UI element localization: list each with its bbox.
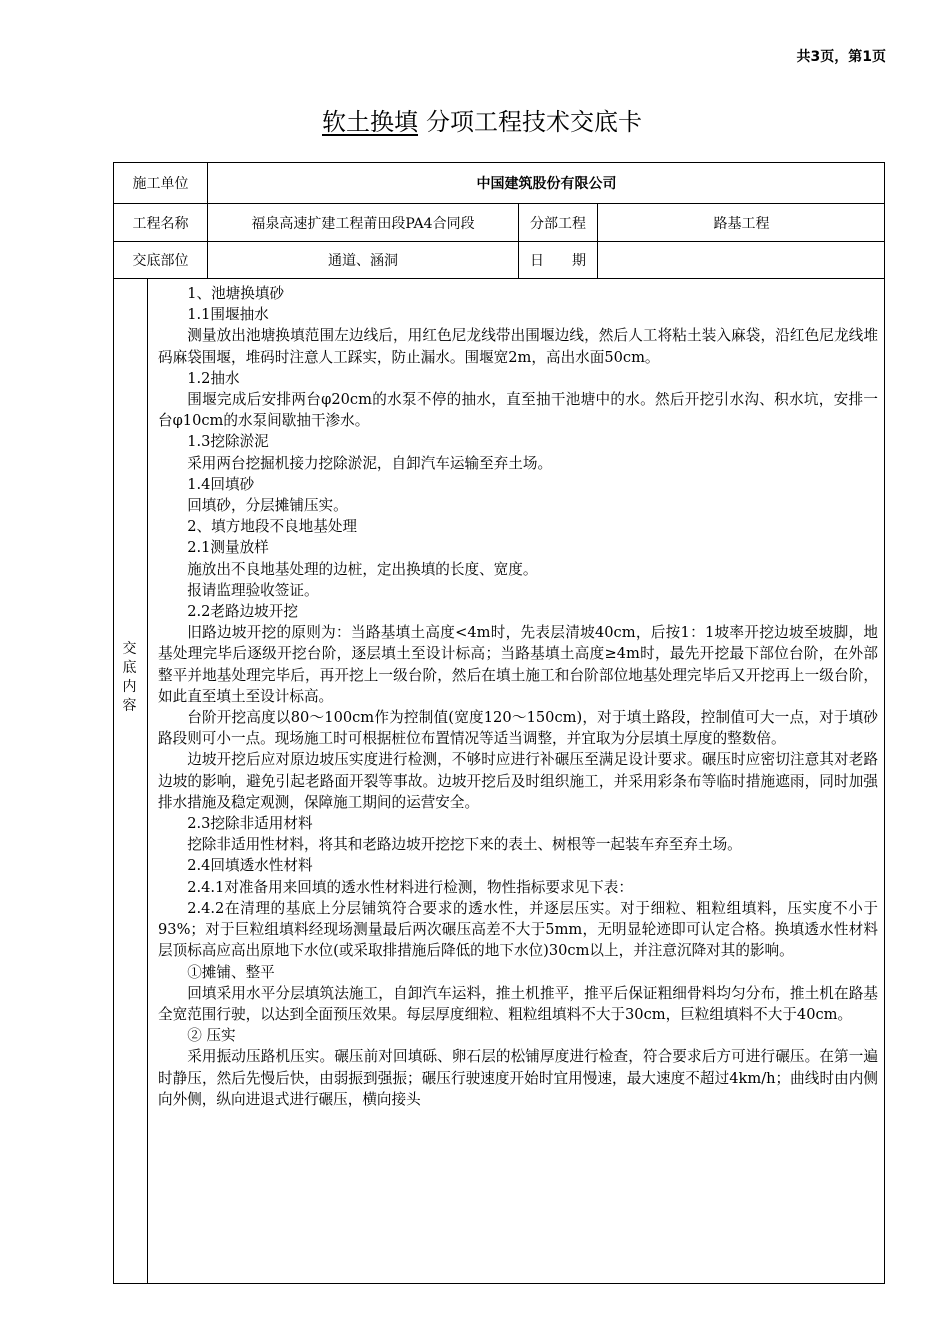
document-title [0, 102, 950, 137]
paragraph: 测量放出池塘换填范围左边线后，用红色尼龙线带出围堰边线，然后人工将粘土装入麻袋，沿红色尼龙线堆码麻袋围堰，堆码时注意人工踩实，防止漏水。围堰宽2m，高出水面50cm。 [158, 327, 878, 366]
subsection-heading: 1.4回填砂 [187, 475, 255, 493]
subsection-heading: 1.2抽水 [187, 369, 240, 387]
construction-unit-value: 中国建筑股份有限公司 [207, 163, 885, 203]
paragraph: 2.4.1对准备用来回填的透水性材料进行检测，物性指标要求见下表： [187, 878, 633, 896]
subsection-heading: 1.3挖除淤泥 [187, 433, 269, 451]
disclosure-location-value: 通道、涵洞 [207, 241, 518, 278]
paragraph: 挖除非适用性材料，将其和老路边坡开挖挖下来的表土、树根等一起装车弃至弃土场。 [187, 836, 742, 854]
project-name-value: 福泉高速扩建工程莆田段PA4合同段 [207, 203, 518, 241]
subsection-heading: 2.2老路边坡开挖 [187, 603, 298, 621]
paragraph: 报请监理验收签证。 [187, 581, 319, 599]
paragraph: 旧路边坡开挖的原则为：当路基填土高度<4m时，先表层清坡40cm，后按1：1坡率开挖边坡至坡脚，地基处理完毕后逐级开挖台阶，逐层填土至设计标高；当路基填土高度≥4m时，最先开挖最下部位台阶，在外部整平并地基处理完毕后，再开挖上一级台阶，然后在填土施工和台阶部位地基处理完毕后又开挖再上一级台阶，如此直至填土至设计标高。 [158, 624, 878, 705]
title-subject: 软土换填 [322, 108, 418, 136]
paragraph: 回填采用水平分层填筑法施工，自卸汽车运料，推土机推平，推平后保证粗细骨料均匀分布，推土机在路基全宽范围行驶，以达到全面预压效果。每层厚度细粒、粗粒组填料不大于30cm，巨粒组填料不大于40cm。 [158, 984, 878, 1023]
page-counter: 共3页，第1页 [796, 49, 886, 65]
subsection-heading: 1.1围堰抽水 [187, 306, 269, 324]
content-label-char: 底 [122, 660, 137, 676]
paragraph: 2.4.2在清理的基底上分层铺筑符合要求的透水性，并逐层压实。对于细粒、粗粒组填料，压实度不小于93%；对于巨粒组填料经现场测量最后两次碾压高差不大于5mm，无明显轮迹即可认定合格。换填透水性材料层顶标高应高出原地下水位(或采取排措施后降低的地下水位)30cm以上，并注意沉降对其的影响。 [158, 899, 878, 960]
content-label [113, 640, 146, 716]
content-label-char: 内 [122, 679, 137, 695]
label-disclosure-location: 交底部位 [114, 241, 207, 278]
label-construction-unit: 施工单位 [132, 176, 189, 192]
paragraph: 施放出不良地基处理的边桩，定出换填的长度、宽度。 [187, 560, 538, 578]
subsection-heading: 2.1测量放样 [187, 539, 269, 557]
content-label-cell [114, 278, 147, 1284]
subsection-heading: 2.4回填透水性材料 [187, 857, 313, 875]
paragraph: 回填砂，分层摊铺压实。 [187, 497, 348, 515]
item-heading: ①摊铺、整平 [187, 963, 275, 981]
content-label-char: 容 [122, 698, 137, 714]
label-sub-project: 分部工程 [518, 203, 597, 241]
label-project-name: 工程名称 [114, 203, 207, 241]
section-heading: 2、填方地段不良地基处理 [187, 518, 358, 536]
paragraph: 台阶开挖高度以80～100cm作为控制值(宽度120～150cm)，对于填土路段，控制值可大一点，对于填砂路段则可小一点。现场施工时可根据桩位布置情况等适当调整，并宜取为分层填土厚度的整数倍。 [158, 709, 878, 748]
disclosure-content [158, 283, 878, 1283]
paragraph: 边坡开挖后应对原边坡压实度进行检测，不够时应进行补碾压至满足设计要求。碾压时应密切注意其对老路边坡的影响，避免引起老路面开裂等事故。边坡开挖后及时组织施工，并采用彩条布等临时措施遮雨，同时加强排水措施及稳定观测，保障施工期间的运营安全。 [158, 751, 878, 811]
paragraph: 采用振动压路机压实。碾压前对回填砾、卵石层的松铺厚度进行检查，符合要求后方可进行碾压。在第一遍时静压，然后先慢后快，由弱振到强振；碾压行驶速度开始时宜用慢速，最大速度不超过4km/h；曲线时由内侧向外侧，纵向进退式进行碾压，横向接头 [158, 1048, 878, 1108]
label-date: 日 期 [518, 241, 597, 278]
subsection-heading: 2.3挖除非适用材料 [187, 815, 313, 833]
sub-project-value: 路基工程 [597, 203, 885, 241]
content-label-char: 交 [122, 641, 137, 657]
item-heading: ② 压实 [187, 1027, 236, 1045]
date-value [597, 241, 885, 278]
paragraph: 采用两台挖掘机接力挖除淤泥，自卸汽车运输至弃土场。 [187, 454, 553, 472]
section-heading: 1、池塘换填砂 [187, 285, 285, 302]
paragraph: 围堰完成后安排两台φ20cm的水泵不停的抽水，直至抽干池塘中的水。然后开挖引水沟、积水坑，安排一台φ10cm的水泵间歇抽干渗水。 [158, 391, 878, 430]
title-rest: 分项工程技术交底卡 [426, 108, 642, 136]
